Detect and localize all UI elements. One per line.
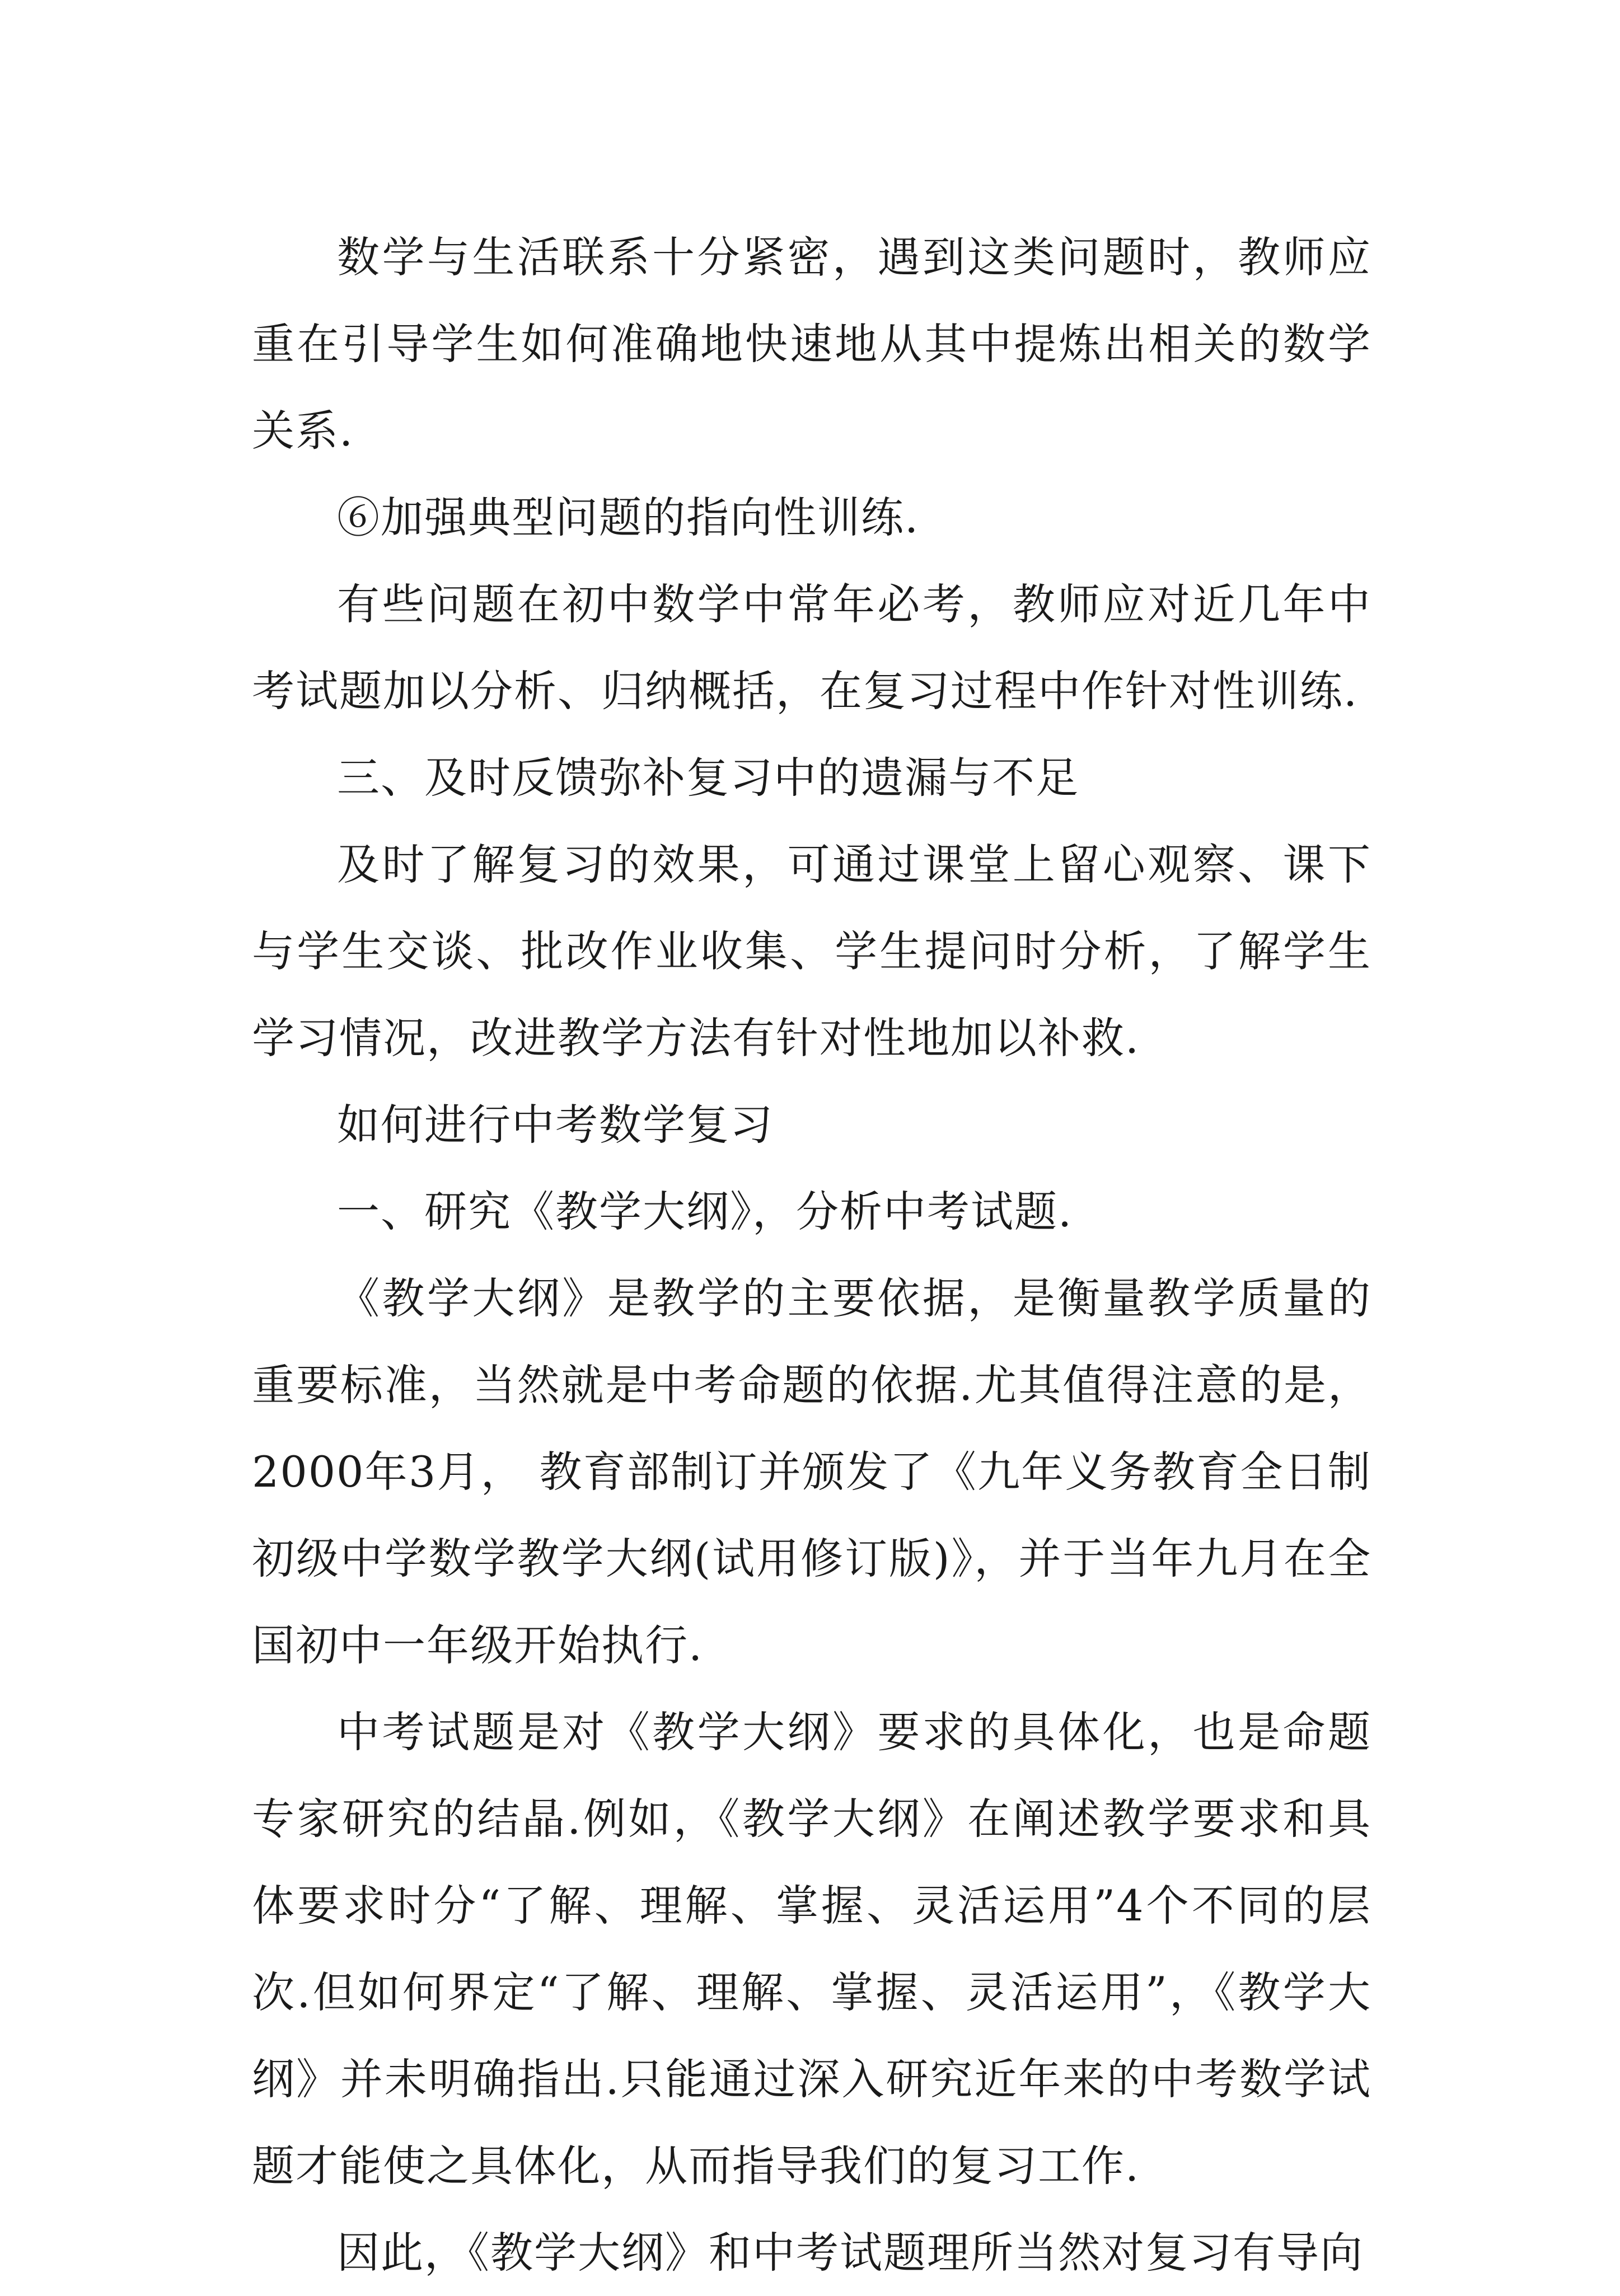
paragraph-review-effect: 及时了解复习的效果，可通过课堂上留心观察、课下与学生交谈、批改作业收集、学生提问时分析，了解学生学习情况，改进教学方法有针对性地加以补救.: [252, 840, 1371, 1063]
section-heading-syllabus: 一、研究《教学大纲》，分析中考试题.: [337, 1187, 1073, 1236]
paragraph-conclusion: 因此，《教学大纲》和中考试题理所当然对复习有导向: [337, 2228, 1364, 2278]
paragraph-typical-problems-heading: ⑥加强典型问题的指向性训练.: [337, 493, 920, 542]
paragraph-exam-specifics: 中考试题是对《教学大纲》要求的具体化，也是命题专家研究的结晶.例如，《教学大纲》在阐述教学要求和具体要求时分“了解、理解、掌握、灵活运用”4个不同的层次.但如何界定“了解、理解、掌握、灵活运用”，《教学大纲》并未明确指出.只能通过深入研究近年来的中考数学试题才能使之具体化，从而指导我们的复习工作.: [252, 1707, 1371, 2191]
paragraph-exam-analysis: 有些问题在初中数学中常年必考，教师应对近几年中考试题加以分析、归纳概括，在复习过程中作针对性训练.: [252, 579, 1371, 716]
article-title: 如何进行中考数学复习: [337, 1100, 774, 1150]
document-body: [252, 214, 1371, 2296]
section-heading-feedback: 三、及时反馈弥补复习中的遗漏与不足: [337, 753, 1079, 803]
paragraph-syllabus-basis: 《教学大纲》是教学的主要依据，是衡量教学质量的重要标准，当然就是中考命题的依据.尤其值得注意的是，2000年3月， 教育部制订并颁发了《九年义务教育全日制初级中学数学教学大纲(试用修订版)》，并于当年九月在全国初中一年级开始执行.: [252, 1273, 1371, 1670]
paragraph-math-life: 数学与生活联系十分紧密，遇到这类问题时，教师应重在引导学生如何准确地快速地从其中提炼出相关的数学关系.: [252, 232, 1371, 456]
